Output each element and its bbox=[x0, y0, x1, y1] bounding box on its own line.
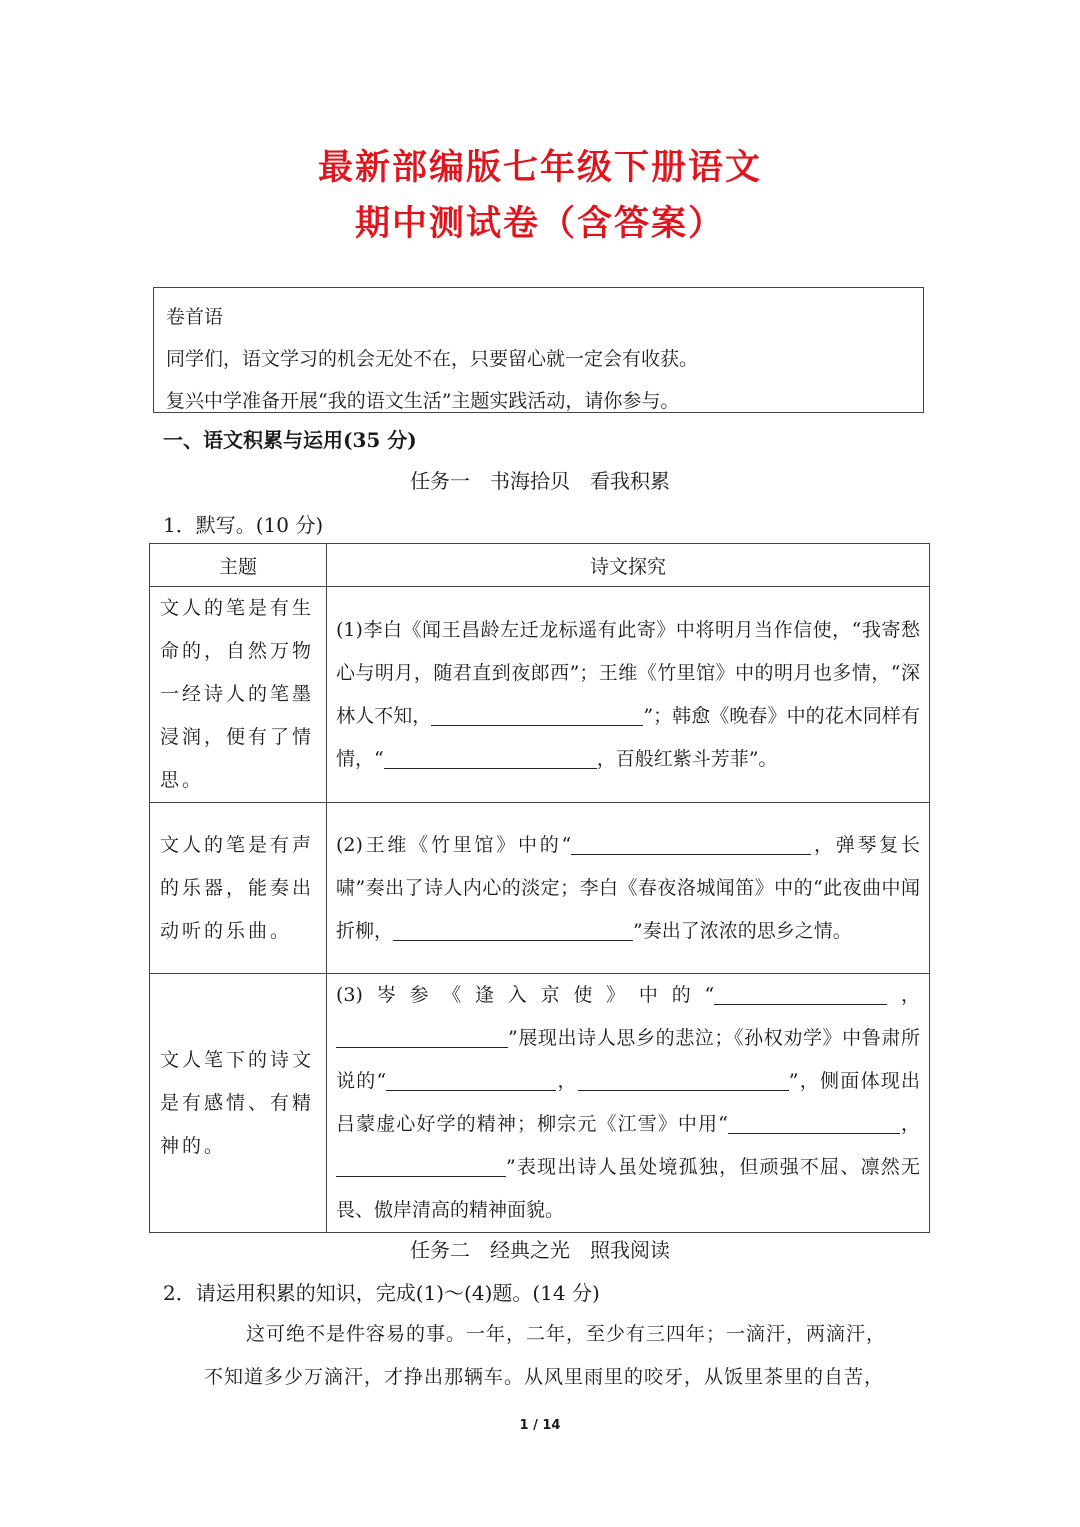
document-title-line2: 期中测试卷（含答案） bbox=[354, 203, 725, 244]
task-heading: 任务二 经典之光 照我阅读 bbox=[410, 1238, 670, 1262]
question-stem: 1．默写。(10 分) bbox=[163, 513, 324, 537]
text-segment: (2)王维《竹里馆》中的“ bbox=[336, 833, 572, 856]
text-segment: ， bbox=[899, 1113, 920, 1135]
text-segment: ，弹琴复长啸”奏出了诗人内心的淡定；李白《春夜洛城闻笛》中的“此夜曲中闻折柳， bbox=[336, 833, 920, 942]
intro-box bbox=[153, 287, 924, 413]
answer-blank[interactable] bbox=[728, 1112, 900, 1134]
theme-cell: 文人笔下的诗文是有感情、有精神的。 bbox=[150, 974, 327, 1233]
intro-heading: 卷首语 bbox=[166, 306, 224, 328]
table-row bbox=[150, 803, 930, 974]
text-segment: ”；韩愈《晚春》中的花木同样有情，“ bbox=[336, 704, 920, 770]
question-stem: 2．请运用积累的知识，完成(1)～(4)题。(14 分) bbox=[163, 1281, 600, 1305]
answer-blank[interactable] bbox=[336, 1026, 508, 1048]
table-header-row bbox=[150, 544, 930, 587]
intro-line: 同学们，语文学习的机会无处不在，只要留心就一定会有收获。 bbox=[166, 348, 699, 370]
page-number: 1 / 14 bbox=[519, 1418, 561, 1433]
table-header-theme: 主题 bbox=[150, 544, 327, 587]
content-cell bbox=[327, 974, 930, 1233]
text-segment: ， bbox=[887, 984, 920, 1006]
text-segment: ， bbox=[556, 1070, 578, 1092]
text-segment: (3)岑参《逢入京使》中的“ bbox=[336, 984, 715, 1006]
text-segment: ，百般红紫斗芳菲”。 bbox=[596, 747, 778, 770]
section-heading: 一、语文积累与运用(35 分) bbox=[163, 428, 417, 452]
poetry-table bbox=[149, 543, 930, 1233]
answer-blank[interactable] bbox=[714, 983, 887, 1005]
task-heading: 任务一 书海拾贝 看我积累 bbox=[410, 469, 670, 493]
text-segment: (1)李白《闻王昌龄左迁龙标遥有此寄》中将明月当作信使，“我寄愁心与明月，随君直到夜郎西”；王维《竹里馆》中的明月也多情，“深林人不知， bbox=[336, 618, 920, 727]
theme-cell: 文人的笔是有声的乐器，能奏出动听的乐曲。 bbox=[150, 803, 327, 974]
table-row bbox=[150, 974, 930, 1233]
answer-blank[interactable] bbox=[571, 833, 811, 855]
table-header-content: 诗文探究 bbox=[327, 544, 930, 587]
answer-blank[interactable] bbox=[336, 1155, 506, 1177]
answer-blank[interactable] bbox=[393, 919, 633, 941]
answer-blank[interactable] bbox=[578, 1069, 789, 1091]
answer-blank[interactable] bbox=[384, 747, 597, 769]
content-cell bbox=[327, 803, 930, 974]
passage-line: 这可绝不是件容易的事。一年，二年，至少有三四年；一滴汗，两滴汗， bbox=[246, 1323, 887, 1345]
answer-blank[interactable] bbox=[431, 704, 643, 726]
text-segment: ”表现出诗人虽处境孤独，但顽强不屈、凛然无畏、傲岸清高的精神面貌。 bbox=[336, 1156, 920, 1221]
text-segment: ”，侧面体现出吕蒙虚心好学的精神；柳宗元《江雪》中用“ bbox=[336, 1070, 920, 1135]
table-row bbox=[150, 587, 930, 803]
document-title-line1: 最新部编版七年级下册语文 bbox=[317, 147, 762, 188]
intro-line: 复兴中学准备开展“我的语文生活”主题实践活动，请你参与。 bbox=[166, 390, 680, 412]
answer-blank[interactable] bbox=[386, 1069, 556, 1091]
theme-cell: 文人的笔是有生命的，自然万物一经诗人的笔墨浸润，便有了情思。 bbox=[150, 587, 327, 803]
passage-line: 不知道多少万滴汗，才挣出那辆车。从风里雨里的咬牙，从饭里茶里的自苦， bbox=[204, 1366, 885, 1388]
text-segment: ”奏出了浓浓的思乡之情。 bbox=[633, 919, 852, 942]
content-cell bbox=[327, 587, 930, 803]
text-segment: ”展现出诗人思乡的悲泣；《孙权劝学》中鲁肃所说的“ bbox=[336, 1027, 920, 1092]
